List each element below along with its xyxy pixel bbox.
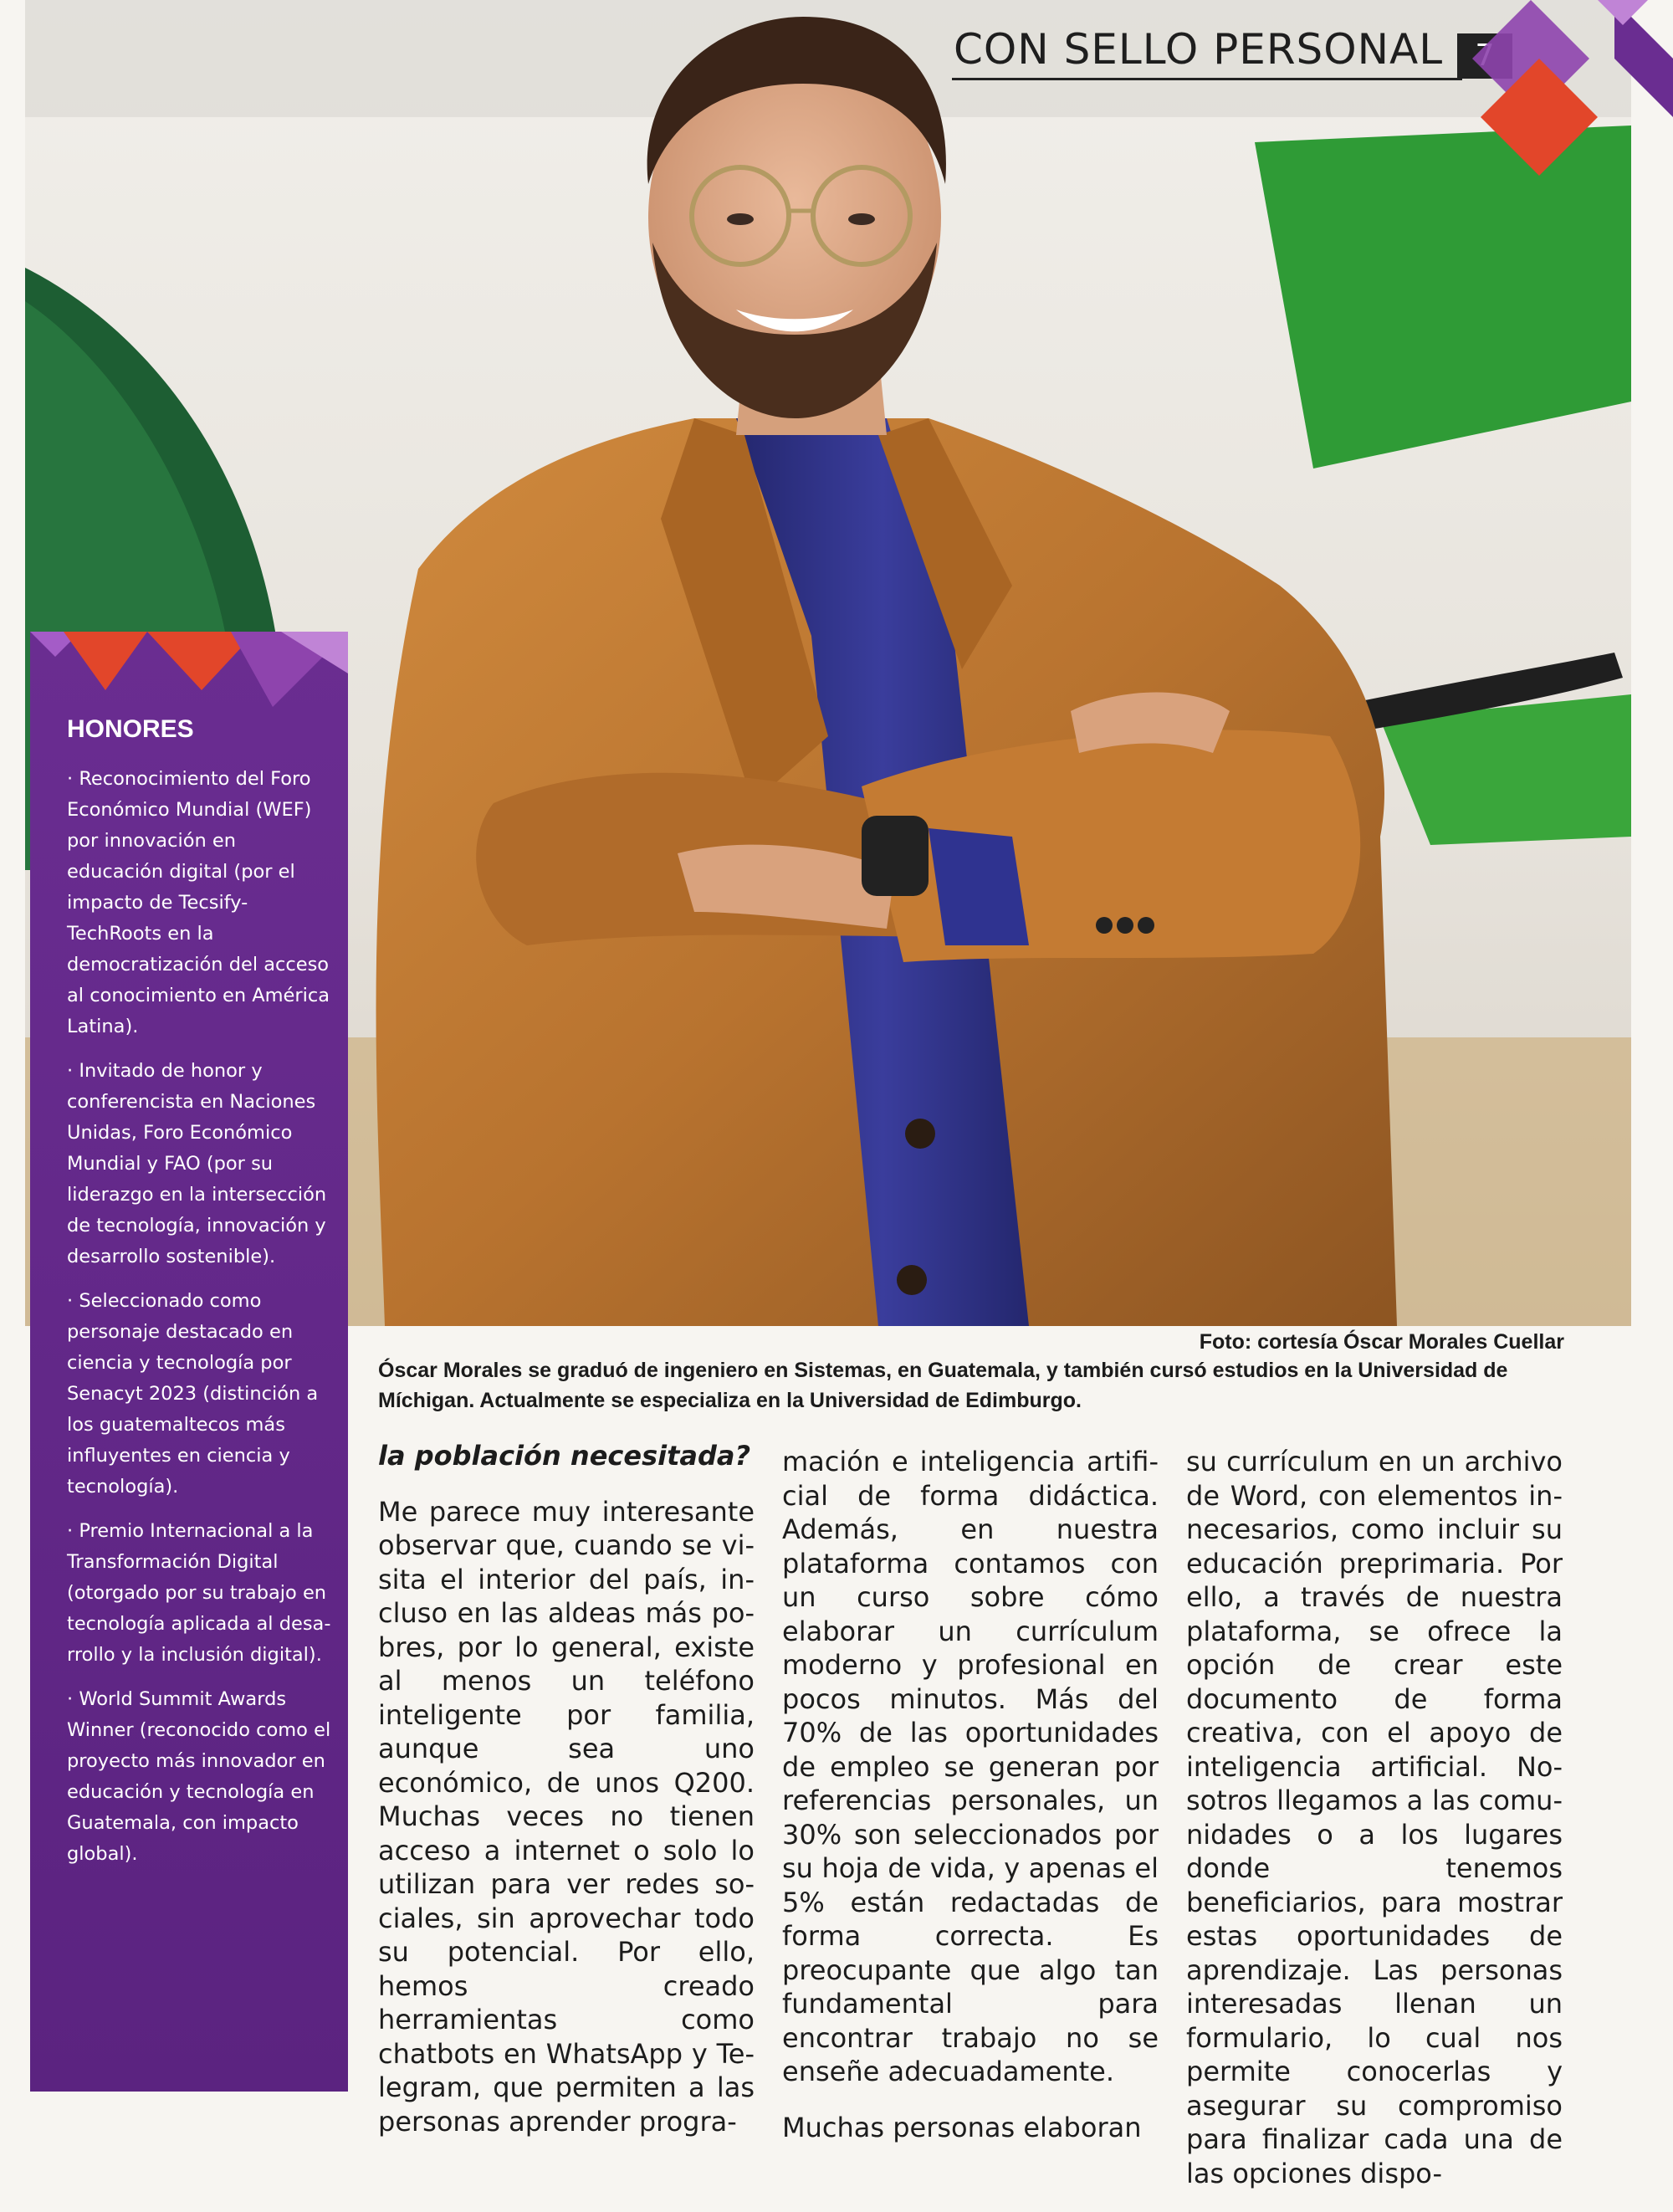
answer-paragraph: Muchas personas elaboran xyxy=(782,2111,1142,2143)
answer-paragraph: Me parece muy interesante observar que, cuando se visita el interior del país, incluso en las aldeas más pobres, por lo general, existe al menos un teléfono inteligente por familia, aunque sea uno económico, de unos Q200. Muchas veces no tienen acceso a internet o solo lo utilizan para ver redes sociales, sin aprovechar todo su potencial. Por ello, hemos creado herramientas como chatbots en WhatsApp y Telegram, que permiten a las personas aprender progra- xyxy=(378,1495,755,2138)
article-column-1 xyxy=(378,1439,755,2160)
answer-paragraph: su currículum en un archivo de Word, con elementos innecesarios, como incluir su educación preprimaria. Por ello, a través de nuestra plataforma, se ofrece la opción de crear este documento de forma creativa, con el apoyo de inteligencia artificial. Nosotros llegamos a las comunidades o a los lugares donde tenemos beneficiarios, para mostrar estas oportunidades de aprendizaje. Las personas interesadas llenan un formulario, lo cual nos permite conocerlas y asegurar su compromiso para finalizar cada una de las opciones dispo- xyxy=(1186,1446,1563,2189)
corner-diamond-decoration xyxy=(1472,0,1673,184)
article-column-3 xyxy=(1186,1445,1563,2212)
section-title-rule xyxy=(952,78,1462,80)
honor-item: · Invitado de honor y conferencista en Naciones Unidas, Foro Económico Mundial y FAO (por su liderazgo en la intersección de tecnología, innovación y desarrollo sostenible). xyxy=(67,1056,335,1272)
sidebar-triangle-decoration xyxy=(30,632,348,707)
honor-item: · Reconocimiento del Foro Económico Mundial (WEF) por innovación en educación digital (por el impacto de Tecsify-TechRoots en la democratización del acceso al conocimiento en América Latina). xyxy=(67,764,335,1042)
honors-list xyxy=(67,764,335,1883)
article-column-2 xyxy=(782,1445,1159,2166)
honor-item: · World Summit Awards Winner (reconocido como el proyecto más innovador en educación y tecnología en Guatemala, con impacto global). xyxy=(67,1684,335,1870)
photo-caption: Óscar Morales se graduó de ingeniero en Sistemas, en Guatemala, y también cursó estudios en la Universidad de Míchigan. Actualmente se especializa en la Universidad de Edimburgo. xyxy=(378,1359,1508,1412)
photo-credit: Foto: cortesía Óscar Morales Cuellar xyxy=(1199,1330,1564,1354)
honor-item: · Premio Internacional a la Transformación Digital (otorgado por su trabajo en tecnología aplicada al desarrollo y la inclusión digital). xyxy=(67,1516,335,1671)
honors-title: HONORES xyxy=(67,715,194,743)
section-title: CON SELLO PERSONAL xyxy=(954,25,1444,74)
honor-item: · Seleccionado como personaje destacado en ciencia y tecnología por Senacyt 2023 (distinción a los guatemaltecos más influyentes en ciencia y tecnología). xyxy=(67,1286,335,1503)
interview-question: la población necesitada? xyxy=(378,1440,751,1472)
honors-sidebar xyxy=(30,632,348,2092)
answer-paragraph: mación e inteligencia artificial de forma didáctica. Además, en nuestra plataforma contamos con un curso sobre cómo elaborar un currículum moderno y profesional en pocos minutos. Más del 70% de las oportunidades de empleo se generan por referencias personales, un 30% son seleccionados por su hoja de vida, y apenas el 5% están redactadas de forma correcta. Es preocupante que algo tan fundamental para encontrar trabajo no se enseñe adecuadamente. xyxy=(782,1446,1159,2087)
